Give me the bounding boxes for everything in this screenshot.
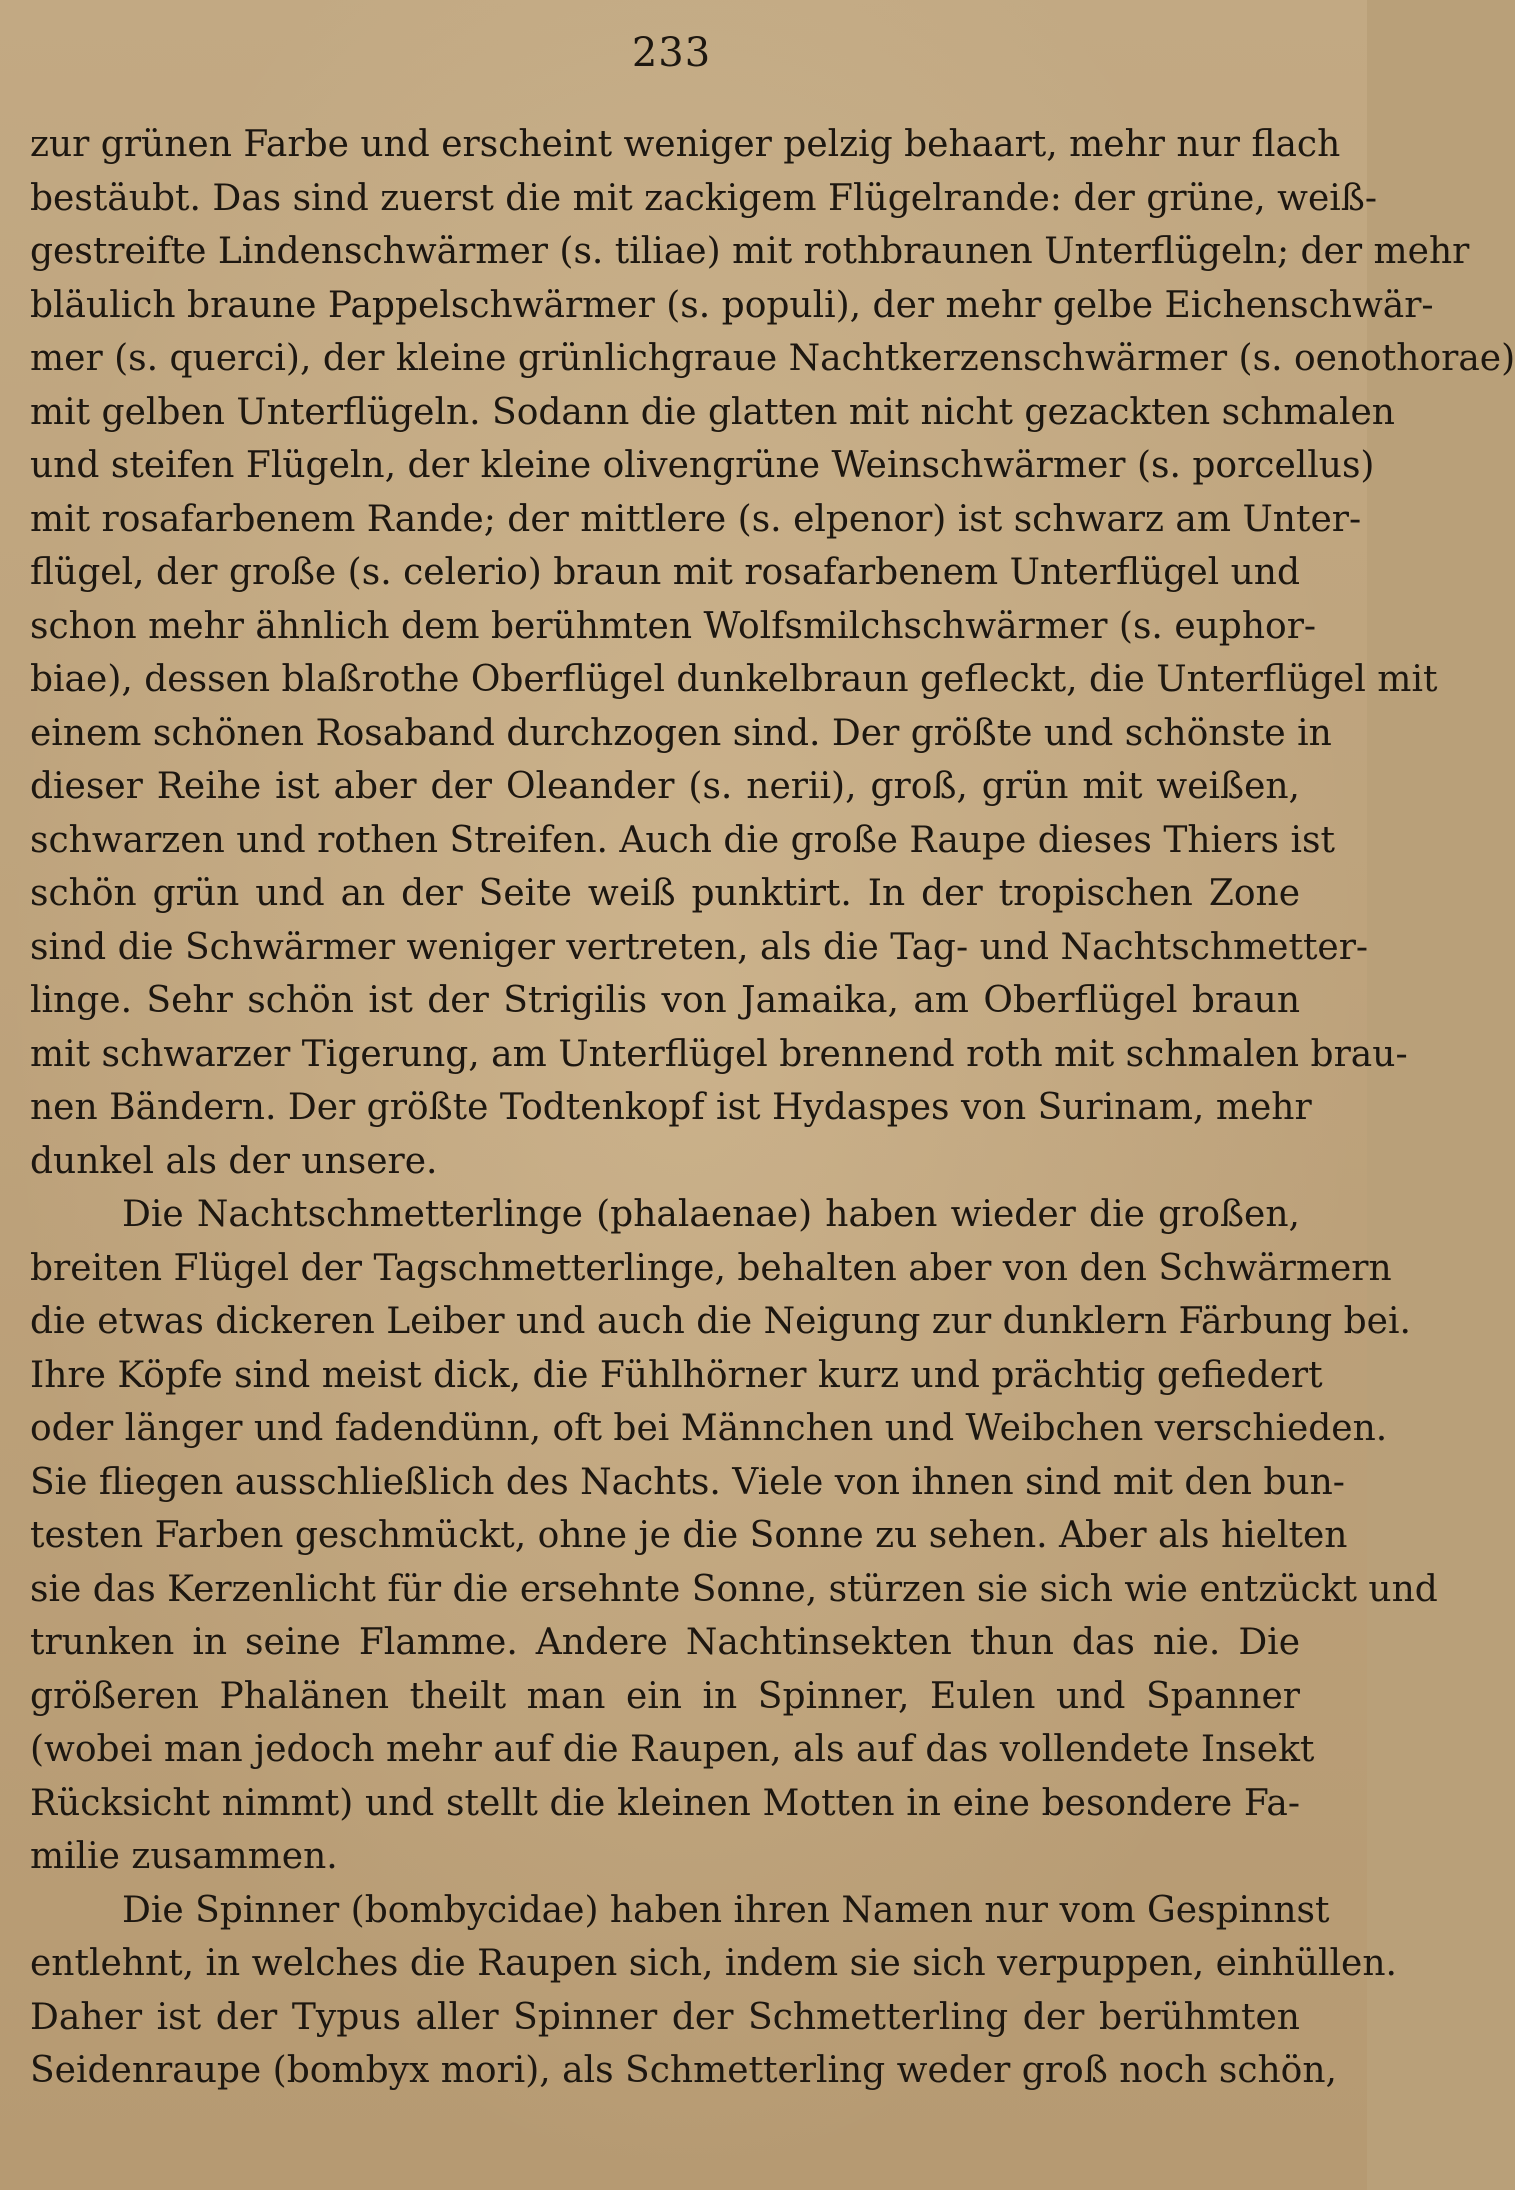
text-line: testen Farben geschmückt, ohne je die Sonne zu sehen. Aber als hielten [30, 1515, 1348, 1556]
text-line: Die Spinner (bombycidae) haben ihren Namen nur vom Gespinnst [122, 1889, 1330, 1931]
text-line: Sie fliegen ausschließlich des Nachts. Viele von ihnen sind mit den bun- [30, 1461, 1345, 1503]
text-line: milie zusammen. [30, 1836, 338, 1877]
text-line: mit rosafarbenem Rande; der mittlere (s. elpenor) ist schwarz am Unter- [30, 498, 1362, 540]
text-line: entlehnt, in welches die Raupen sich, indem sie sich verpuppen, einhüllen. [30, 1943, 1397, 1984]
text-line: mer (s. querci), der kleine grünlichgraue Nachtkerzenschwärmer (s. oenothorae) [30, 338, 1515, 379]
text-line: größeren Phalänen theilt man ein in Spinner, Eulen und Spanner [30, 1675, 1300, 1717]
text-line: mit schwarzer Tigerung, am Unterflügel brennend roth mit schmalen brau- [30, 1033, 1408, 1075]
text-line: Die Nachtschmetterlinge (phalaenae) haben wieder die großen, [122, 1194, 1300, 1235]
text-line: und steifen Flügeln, der kleine olivengrüne Weinschwärmer (s. porcellus) [30, 445, 1375, 486]
text-line: schon mehr ähnlich dem berühmten Wolfsmilchschwärmer (s. euphor- [30, 605, 1317, 647]
body-text [30, 118, 1515, 2098]
text-line: einem schönen Rosaband durchzogen sind. Der größte und schönste in [30, 712, 1332, 754]
text-line: linge. Sehr schön ist der Strigilis von Jamaika, am Oberflügel braun [30, 980, 1300, 1021]
text-line: bläulich braune Pappelschwärmer (s. populi), der mehr gelbe Eichenschwär- [30, 284, 1434, 326]
text-line: oder länger und fadendünn, oft bei Männchen und Weibchen verschieden. [30, 1408, 1388, 1449]
text-line: mit gelben Unterflügeln. Sodann die glatten mit nicht gezackten schmalen [30, 391, 1395, 433]
text-line: die etwas dickeren Leiber und auch die Neigung zur dunklern Färbung bei. [30, 1301, 1411, 1342]
text-line: Rücksicht nimmt) und stellt die kleinen Motten in eine besondere Fa- [30, 1782, 1300, 1824]
text-line: biae), dessen blaßrothe Oberflügel dunkelbraun gefleckt, die Unterflügel mit [30, 659, 1438, 700]
text-line: breiten Flügel der Tagschmetterlinge, behalten aber von den Schwärmern [30, 1247, 1392, 1289]
text-line: trunken in seine Flamme. Andere Nachtinsekten thun das nie. Die [30, 1622, 1300, 1663]
text-line: schön grün und an der Seite weiß punktirt. In der tropischen Zone [30, 873, 1300, 914]
text-line: Daher ist der Typus aller Spinner der Schmetterling der berühmten [30, 1996, 1300, 2038]
page-number: 233 [631, 30, 712, 76]
text-line: bestäubt. Das sind zuerst die mit zackigem Flügelrande: der grüne, weiß- [30, 177, 1377, 219]
text-line: sind die Schwärmer weniger vertreten, als die Tag- und Nachtschmetter- [30, 926, 1369, 968]
text-line: sie das Kerzenlicht für die ersehnte Sonne, stürzen sie sich wie entzückt und [30, 1568, 1438, 1610]
text-line: gestreifte Lindenschwärmer (s. tiliae) mit rothbraunen Unterflügeln; der mehr [30, 231, 1470, 272]
text-line: dunkel als der unsere. [30, 1140, 438, 1182]
text-line: schwarzen und rothen Streifen. Auch die große Raupe dieses Thiers ist [30, 819, 1335, 861]
text-line: flügel, der große (s. celerio) braun mit rosafarbenem Unterflügel und [30, 552, 1301, 593]
text-line: dieser Reihe ist aber der Oleander (s. nerii), groß, grün mit weißen, [30, 766, 1300, 807]
text-line: Seidenraupe (bombyx mori), als Schmetterling weder groß noch schön, [30, 2050, 1337, 2091]
text-line: (wobei man jedoch mehr auf die Raupen, als auf das vollendete Insekt [30, 1729, 1315, 1770]
text-line: zur grünen Farbe und erscheint weniger pelzig behaart, mehr nur flach [30, 124, 1341, 165]
text-line: Ihre Köpfe sind meist dick, die Fühlhörner kurz und prächtig gefiedert [30, 1354, 1323, 1396]
text-line: nen Bändern. Der größte Todtenkopf ist Hydaspes von Surinam, mehr [30, 1087, 1312, 1128]
